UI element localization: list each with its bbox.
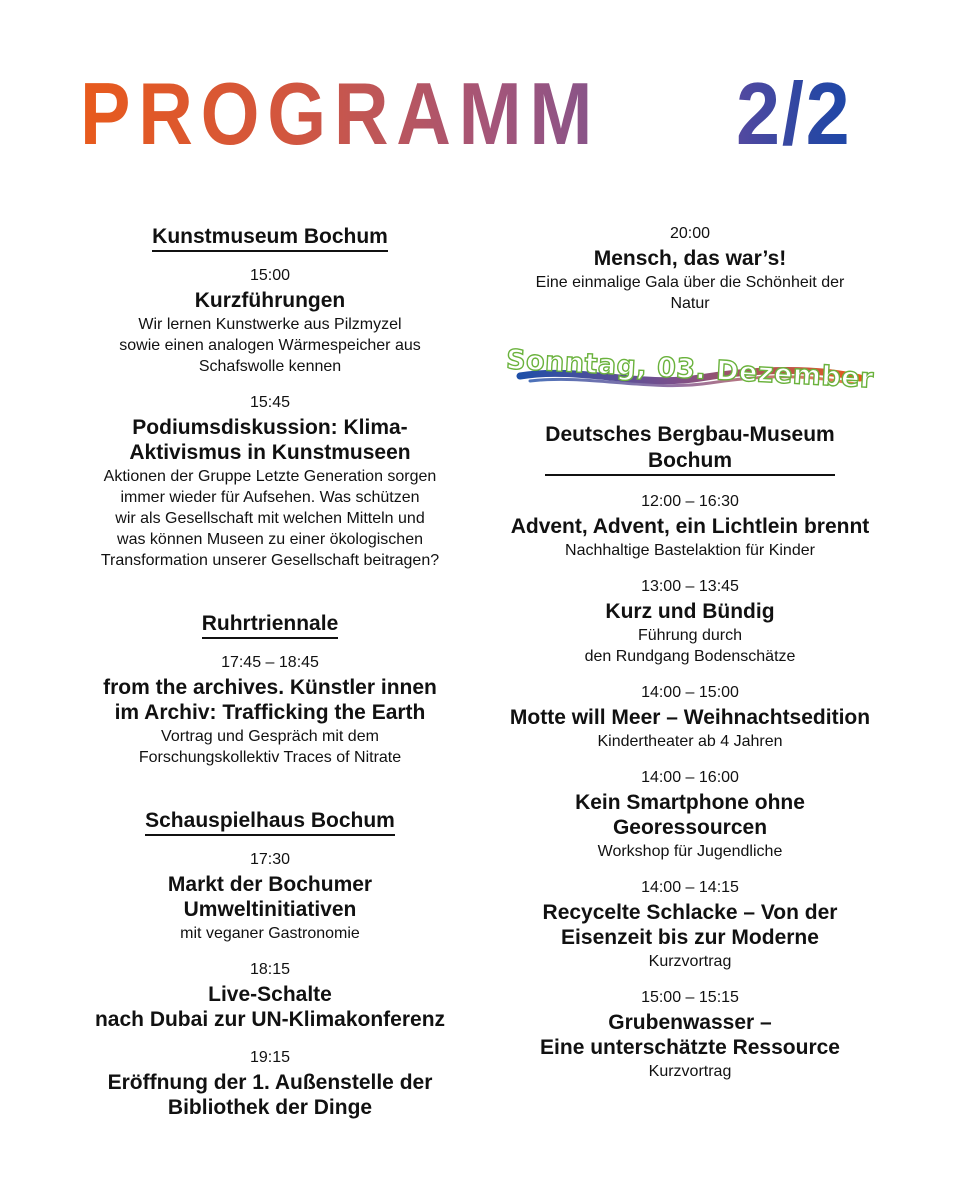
event-title: Kurz und Bündig: [605, 600, 775, 623]
event-title: Recycelte Schlacke – Von der Eisenzeit bis zur Moderne: [542, 901, 838, 949]
event-title: from the archives. Künstler innen im Archiv: Trafficking the Earth: [103, 676, 437, 724]
event-description: Kurzvortrag: [648, 1063, 732, 1080]
day-banner: [490, 344, 890, 404]
event-title: Kein Smartphone ohne Georessourcen: [575, 791, 805, 839]
event-title: Eröffnung der 1. Außenstelle der Bibliothek der Dinge: [107, 1071, 433, 1119]
event-list: [490, 492, 890, 1082]
event-title: Motte will Meer – Weihnachtsedition: [509, 706, 871, 729]
event-title: Grubenwasser – Eine unterschätzte Ressource: [540, 1011, 840, 1059]
event-time: 14:00 – 16:00: [641, 769, 739, 786]
event-time: 18:15: [249, 961, 291, 978]
header: [0, 0, 960, 180]
venue-heading: [490, 422, 890, 476]
event-title: Live-Schalte nach Dubai zur UN-Klimakonferenz: [94, 983, 446, 1031]
event-description: Eine einmalige Gala über die Schönheit der Natur: [535, 274, 845, 312]
event-description: Kindertheater ab 4 Jahren: [597, 733, 783, 750]
event-item: [490, 988, 890, 1082]
event-title: Advent, Advent, ein Lichtlein brennt: [510, 515, 870, 538]
venue-heading: [70, 808, 470, 836]
event-description: Nachhaltige Bastelaktion für Kinder: [565, 542, 815, 559]
event-time: 15:00 – 15:15: [641, 989, 739, 1006]
venue-section: [70, 224, 470, 571]
event-item: [70, 393, 470, 571]
event-item: [490, 492, 890, 561]
event-description: Vortrag und Gespräch mit dem Forschungskollektiv Traces of Nitrate: [138, 728, 402, 766]
venue-section: [70, 808, 470, 1120]
left-column: [70, 224, 470, 1120]
event-time: 12:00 – 16:30: [641, 493, 739, 510]
event-item: [70, 266, 470, 377]
event-time: 14:00 – 15:00: [641, 684, 739, 701]
event-title: Markt der Bochumer Umweltinitiativen: [167, 873, 373, 921]
page-title: PROGRAMM: [80, 64, 601, 163]
event-item: [490, 577, 890, 667]
event-title: Mensch, das war’s!: [593, 247, 787, 270]
event-item: [70, 653, 470, 768]
day-banner-text: Sonntag, 03. Dezember: [505, 344, 875, 395]
event-time: 14:00 – 14:15: [641, 879, 739, 896]
event-description: Workshop für Jugendliche: [597, 843, 783, 860]
event-title: Podiumsdiskussion: Klima- Aktivismus in Kunstmuseen: [129, 416, 411, 464]
event-description: Aktionen der Gruppe Letzte Generation sorgen immer wieder für Aufsehen. Was schützen wir als Gesellschaft mit welchen Mitteln und was können Museen zu einer ökologischen Transformation unserer Gesellschaft beitragen?: [100, 468, 440, 569]
event-item: [490, 224, 890, 314]
page-number: 2/2: [736, 64, 852, 163]
venue-section: [70, 611, 470, 768]
event-item: [490, 768, 890, 862]
event-description: mit veganer Gastronomie: [180, 925, 360, 942]
event-item: [490, 878, 890, 972]
event-item: [70, 850, 470, 944]
venue-heading: [70, 611, 470, 639]
event-time: 17:30: [249, 851, 291, 868]
event-time: 19:15: [249, 1049, 291, 1066]
event-time: 17:45 – 18:45: [221, 654, 319, 671]
event-item: [70, 1048, 470, 1120]
venue-title: Deutsches Bergbau-Museum Bochum: [545, 422, 834, 476]
event-title: Kurzführungen: [194, 289, 346, 312]
venue-heading: [70, 224, 470, 252]
lead-event: [490, 224, 890, 314]
event-time: 15:00: [249, 267, 291, 284]
event-description: Kurzvortrag: [648, 953, 732, 970]
event-time: 15:45: [249, 394, 291, 411]
event-item: [70, 960, 470, 1032]
venue-title: Ruhrtriennale: [202, 611, 339, 639]
event-item: [490, 683, 890, 752]
event-description: Führung durch den Rundgang Bodenschätze: [584, 627, 796, 665]
venue-title: Kunstmuseum Bochum: [152, 224, 388, 252]
event-description: Wir lernen Kunstwerke aus Pilzmyzel sowie einen analogen Wärmespeicher aus Schafswolle kennen: [119, 316, 421, 375]
event-time: 13:00 – 13:45: [641, 578, 739, 595]
venue-title: Schauspielhaus Bochum: [145, 808, 395, 836]
right-column: [490, 224, 890, 1082]
event-time: 20:00: [669, 225, 711, 242]
